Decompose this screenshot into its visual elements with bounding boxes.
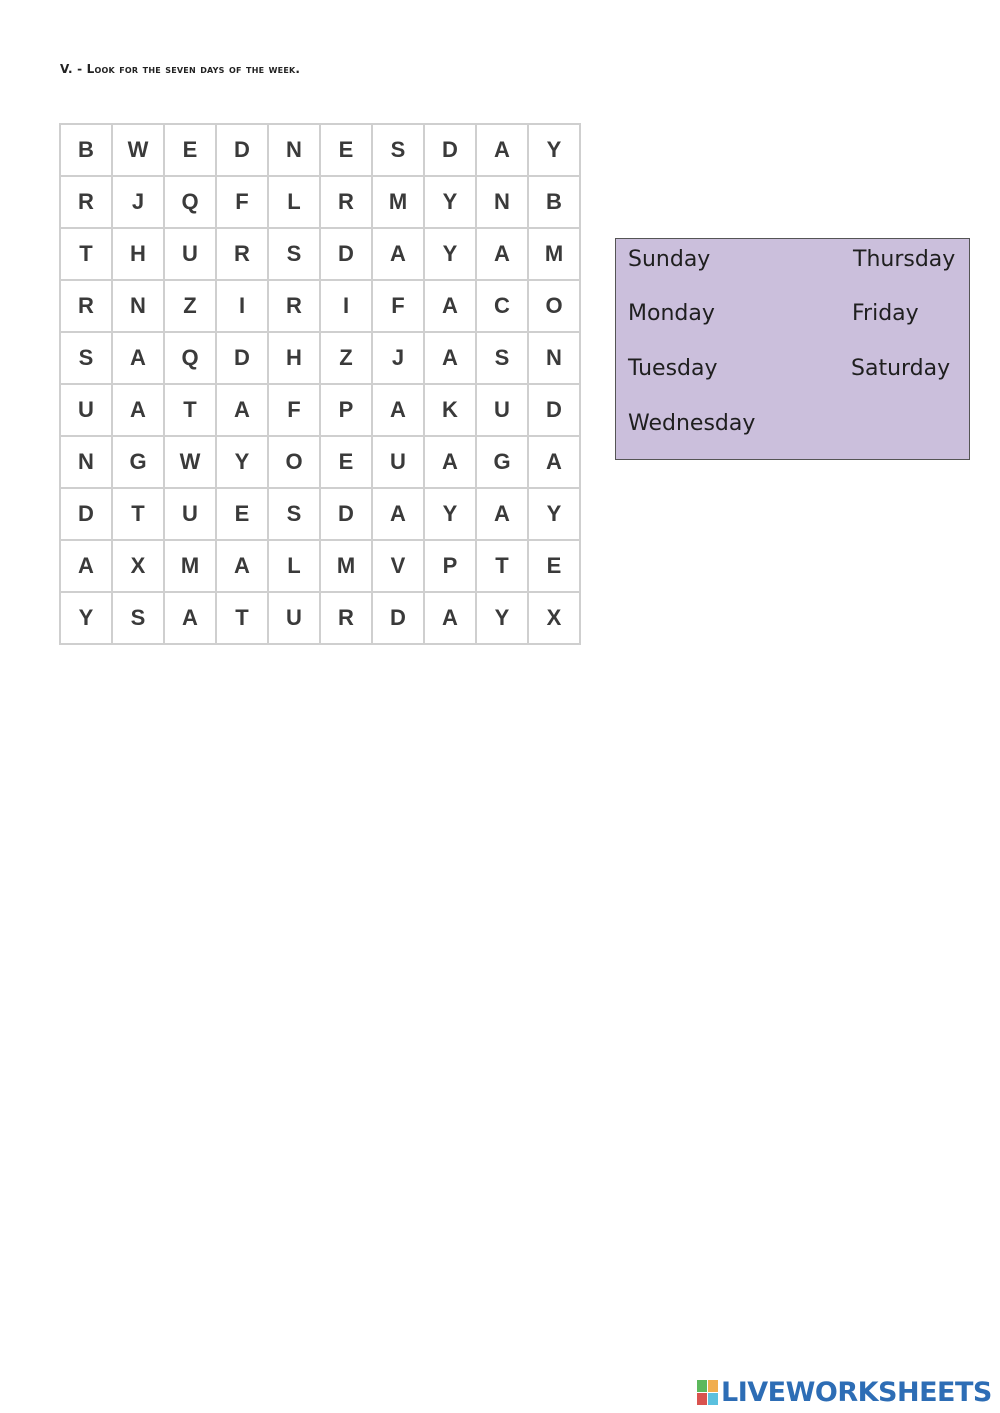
- grid-cell[interactable]: Q: [164, 176, 216, 228]
- grid-row: [60, 592, 580, 644]
- grid-cell[interactable]: N: [476, 176, 528, 228]
- grid-cell[interactable]: A: [424, 436, 476, 488]
- grid-cell[interactable]: N: [528, 332, 580, 384]
- grid-cell[interactable]: U: [476, 384, 528, 436]
- grid-cell[interactable]: D: [320, 228, 372, 280]
- word-saturday: Saturday: [851, 356, 951, 381]
- grid-cell[interactable]: U: [60, 384, 112, 436]
- grid-cell[interactable]: D: [320, 488, 372, 540]
- grid-row: [60, 488, 580, 540]
- grid-row: [60, 436, 580, 488]
- word-monday: Monday: [628, 301, 715, 326]
- grid-cell[interactable]: Y: [476, 592, 528, 644]
- grid-cell[interactable]: A: [372, 488, 424, 540]
- grid-cell[interactable]: V: [372, 540, 424, 592]
- grid-cell[interactable]: A: [424, 332, 476, 384]
- grid-cell[interactable]: F: [268, 384, 320, 436]
- grid-cell[interactable]: S: [112, 592, 164, 644]
- grid-cell[interactable]: T: [60, 228, 112, 280]
- grid-cell[interactable]: R: [216, 228, 268, 280]
- word-list-box: [615, 238, 970, 460]
- grid-cell[interactable]: O: [528, 280, 580, 332]
- grid-cell[interactable]: I: [320, 280, 372, 332]
- grid-cell[interactable]: S: [268, 488, 320, 540]
- grid-cell[interactable]: Z: [320, 332, 372, 384]
- word-wednesday: Wednesday: [628, 411, 756, 436]
- grid-row: [60, 124, 580, 176]
- grid-cell[interactable]: Y: [528, 124, 580, 176]
- grid-cell[interactable]: F: [372, 280, 424, 332]
- grid-row: [60, 332, 580, 384]
- grid-cell[interactable]: U: [268, 592, 320, 644]
- grid-cell[interactable]: W: [112, 124, 164, 176]
- grid-cell[interactable]: E: [528, 540, 580, 592]
- grid-cell[interactable]: N: [268, 124, 320, 176]
- grid-cell[interactable]: A: [476, 124, 528, 176]
- grid-cell[interactable]: R: [60, 280, 112, 332]
- grid-cell[interactable]: T: [112, 488, 164, 540]
- grid-cell[interactable]: X: [528, 592, 580, 644]
- grid-cell[interactable]: G: [476, 436, 528, 488]
- grid-cell[interactable]: A: [112, 332, 164, 384]
- grid-cell[interactable]: S: [476, 332, 528, 384]
- grid-cell[interactable]: P: [320, 384, 372, 436]
- grid-cell[interactable]: S: [60, 332, 112, 384]
- grid-cell[interactable]: I: [216, 280, 268, 332]
- logo-text: LIVEWORKSHEETS: [721, 1377, 992, 1408]
- grid-cell[interactable]: L: [268, 540, 320, 592]
- grid-cell[interactable]: A: [372, 384, 424, 436]
- grid-cell[interactable]: Q: [164, 332, 216, 384]
- grid-cell[interactable]: W: [164, 436, 216, 488]
- grid-cell[interactable]: T: [164, 384, 216, 436]
- grid-cell[interactable]: M: [528, 228, 580, 280]
- grid-cell[interactable]: J: [112, 176, 164, 228]
- grid-cell[interactable]: M: [372, 176, 424, 228]
- grid-cell[interactable]: Y: [60, 592, 112, 644]
- grid-cell[interactable]: A: [60, 540, 112, 592]
- grid-cell[interactable]: K: [424, 384, 476, 436]
- grid-cell[interactable]: A: [216, 384, 268, 436]
- grid-cell[interactable]: P: [424, 540, 476, 592]
- grid-cell[interactable]: O: [268, 436, 320, 488]
- grid-cell[interactable]: Z: [164, 280, 216, 332]
- grid-cell[interactable]: D: [372, 592, 424, 644]
- word-thursday: Thursday: [853, 247, 956, 272]
- grid-cell[interactable]: D: [216, 124, 268, 176]
- grid-cell[interactable]: A: [372, 228, 424, 280]
- grid-cell[interactable]: S: [372, 124, 424, 176]
- grid-cell[interactable]: A: [216, 540, 268, 592]
- grid-cell[interactable]: E: [320, 436, 372, 488]
- grid-cell[interactable]: G: [112, 436, 164, 488]
- word-friday: Friday: [852, 301, 919, 326]
- grid-cell[interactable]: H: [112, 228, 164, 280]
- grid-cell[interactable]: D: [60, 488, 112, 540]
- grid-cell[interactable]: D: [424, 124, 476, 176]
- grid-cell[interactable]: M: [320, 540, 372, 592]
- grid-cell[interactable]: U: [164, 488, 216, 540]
- grid-cell[interactable]: R: [320, 592, 372, 644]
- grid-cell[interactable]: J: [372, 332, 424, 384]
- grid-cell[interactable]: Y: [424, 228, 476, 280]
- grid-cell[interactable]: E: [216, 488, 268, 540]
- grid-cell[interactable]: R: [320, 176, 372, 228]
- grid-cell[interactable]: R: [268, 280, 320, 332]
- grid-cell[interactable]: X: [112, 540, 164, 592]
- grid-row: [60, 176, 580, 228]
- grid-row: [60, 384, 580, 436]
- grid-cell[interactable]: A: [528, 436, 580, 488]
- grid-cell[interactable]: N: [60, 436, 112, 488]
- grid-cell[interactable]: B: [528, 176, 580, 228]
- exercise-heading: V. - Look for the seven days of the week.: [60, 62, 301, 76]
- grid-cell[interactable]: Y: [424, 176, 476, 228]
- grid-cell[interactable]: M: [164, 540, 216, 592]
- grid-cell[interactable]: A: [476, 488, 528, 540]
- grid-cell[interactable]: A: [424, 592, 476, 644]
- grid-cell[interactable]: A: [424, 280, 476, 332]
- grid-cell[interactable]: Y: [216, 436, 268, 488]
- grid-cell[interactable]: A: [476, 228, 528, 280]
- grid-cell[interactable]: R: [60, 176, 112, 228]
- grid-cell[interactable]: C: [476, 280, 528, 332]
- word-search-grid: [59, 123, 581, 645]
- grid-cell[interactable]: N: [112, 280, 164, 332]
- grid-cell[interactable]: E: [320, 124, 372, 176]
- grid-cell[interactable]: U: [372, 436, 424, 488]
- grid-cell[interactable]: B: [60, 124, 112, 176]
- word-sunday: Sunday: [628, 247, 711, 272]
- grid-cell[interactable]: T: [476, 540, 528, 592]
- word-tuesday: Tuesday: [628, 356, 718, 381]
- liveworksheets-logo[interactable]: [697, 1377, 992, 1408]
- grid-cell[interactable]: S: [268, 228, 320, 280]
- grid-cell[interactable]: D: [216, 332, 268, 384]
- grid-cell[interactable]: A: [112, 384, 164, 436]
- grid-row: [60, 280, 580, 332]
- grid-cell[interactable]: F: [216, 176, 268, 228]
- grid-cell[interactable]: E: [164, 124, 216, 176]
- grid-cell[interactable]: D: [528, 384, 580, 436]
- grid-row: [60, 228, 580, 280]
- grid-cell[interactable]: Y: [528, 488, 580, 540]
- grid-cell[interactable]: Y: [424, 488, 476, 540]
- grid-cell[interactable]: A: [164, 592, 216, 644]
- grid-row: [60, 540, 580, 592]
- grid-cell[interactable]: L: [268, 176, 320, 228]
- grid-cell[interactable]: T: [216, 592, 268, 644]
- liveworksheets-logo-icon: [697, 1380, 719, 1406]
- grid-cell[interactable]: H: [268, 332, 320, 384]
- grid-cell[interactable]: U: [164, 228, 216, 280]
